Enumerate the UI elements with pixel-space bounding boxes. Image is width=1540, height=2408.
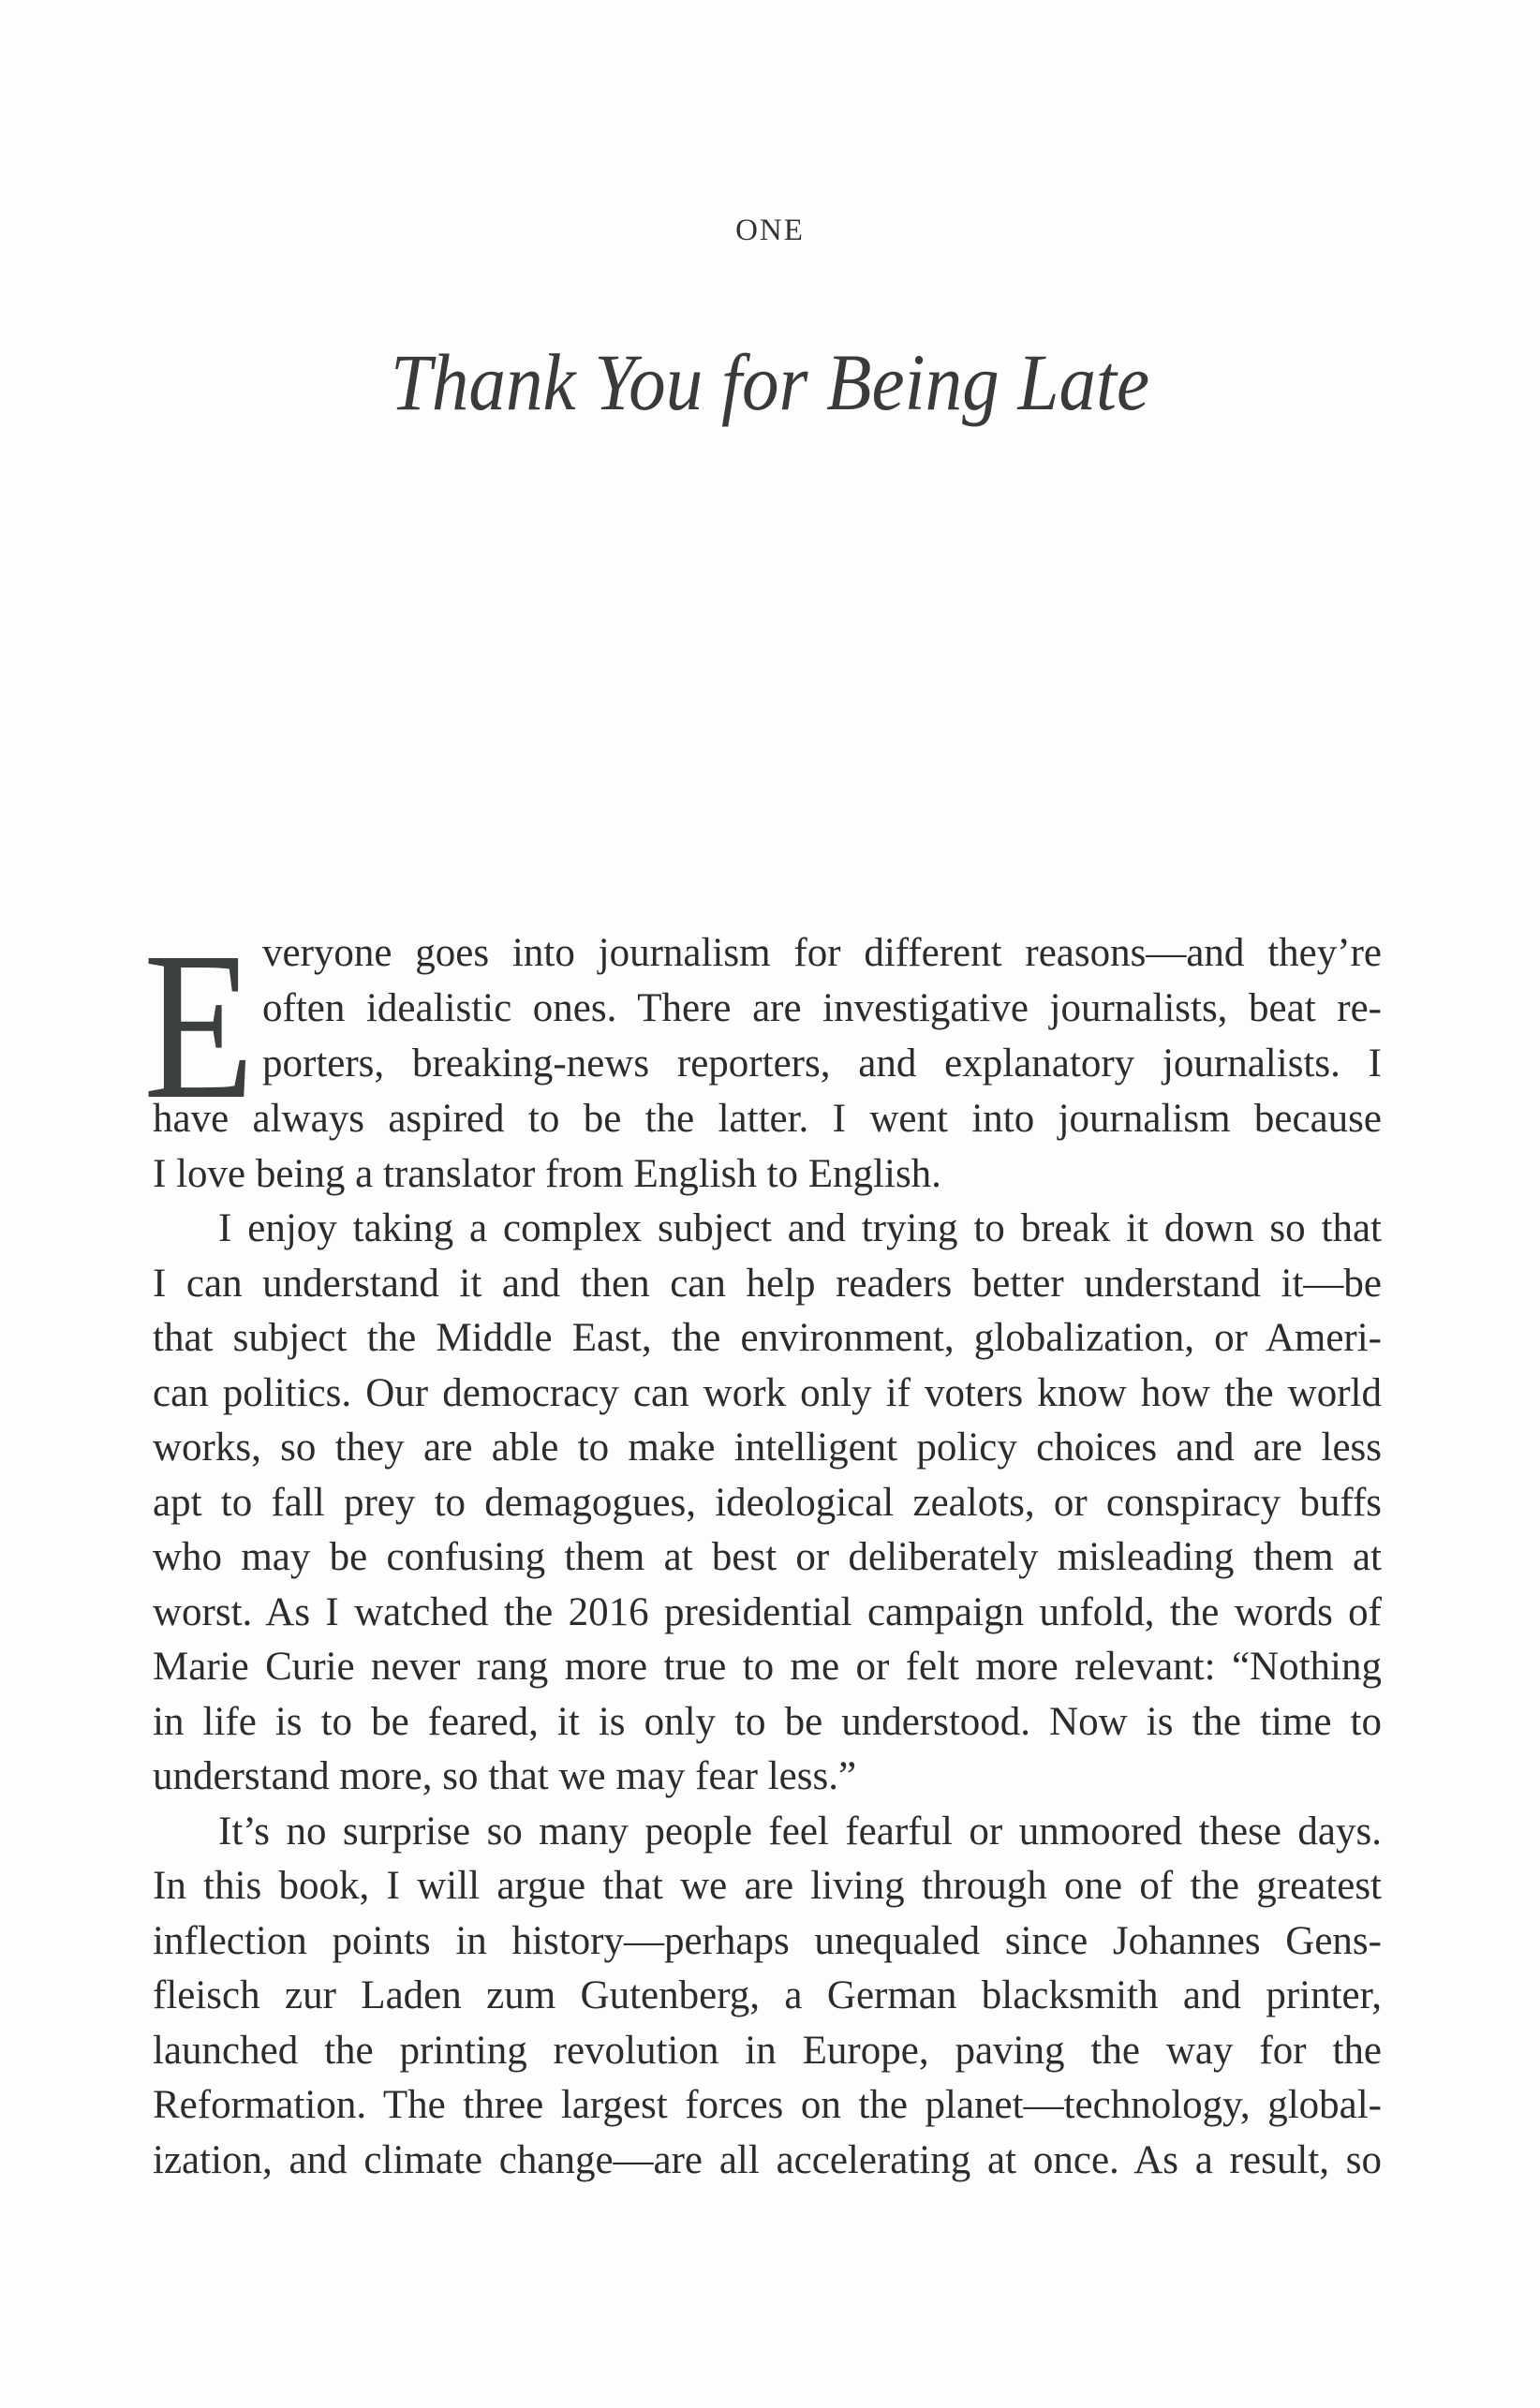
paragraph-2-line-1: I enjoy taking a complex subject and trying to break it down so that [218, 1206, 1382, 1250]
paragraph-2-line-11: understand more, so that we may fear less.” [153, 1754, 857, 1798]
paragraph-3-line-2: In this book, I will argue that we are living through one of the greatest [153, 1864, 1382, 1908]
paragraph-2-line-2: I can understand it and then can help readers better understand it—be [153, 1262, 1382, 1306]
paragraph-3-line-3: inflection points in history—perhaps unequaled since Johannes Gens- [153, 1919, 1382, 1963]
paragraph-1-line-3: porters, breaking-news reporters, and explanatory journalists. I [262, 1041, 1382, 1086]
paragraph-2-line-6: apt to fall prey to demagogues, ideological zealots, or conspiracy buffs [153, 1481, 1382, 1525]
paragraph-1-line-5: I love being a translator from English to English. [153, 1152, 941, 1196]
paragraph-3-line-6: Reformation. The three largest forces on the planet—technology, global- [153, 2083, 1382, 2127]
paragraph-2-line-4: can politics. Our democracy can work only if voters know how the world [153, 1371, 1382, 1415]
paragraph-3-line-7: ization, and climate change—are all accelerating at once. As a result, so [153, 2138, 1382, 2182]
chapter-title: Thank You for Being Late [390, 337, 1150, 427]
paragraph-2-line-8: worst. As I watched the 2016 presidential campaign unfold, the words of [153, 1590, 1382, 1634]
paragraph-2-line-9: Marie Curie never rang more true to me or felt more relevant: “Nothing [153, 1645, 1382, 1689]
paragraph-2-line-3: that subject the Middle East, the environment, globalization, or Ameri- [153, 1316, 1382, 1360]
paragraph-2-line-10: in life is to be feared, it is only to be understood. Now is the time to [153, 1700, 1382, 1744]
paragraph-1-line-4: have always aspired to be the latter. I went into journalism because [153, 1097, 1382, 1141]
paragraph-1-line-1: veryone goes into journalism for different reasons—and they’re [262, 931, 1382, 975]
paragraph-2-line-5: works, so they are able to make intelligent policy choices and are less [153, 1426, 1382, 1470]
paragraph-1-line-2: often idealistic ones. There are investigative journalists, beat re- [262, 986, 1382, 1030]
paragraph-2-line-7: who may be confusing them at best or deliberately misleading them at [153, 1535, 1382, 1579]
drop-cap: E [143, 909, 255, 1143]
chapter-number: ONE [735, 214, 805, 247]
paragraph-3-line-4: fleisch zur Laden zum Gutenberg, a German blacksmith and printer, [153, 1973, 1382, 2017]
paragraph-3-line-5: launched the printing revolution in Europe, paving the way for the [153, 2029, 1382, 2073]
paragraph-3-line-1: It’s no surprise so many people feel fearful or unmoored these days. [218, 1810, 1382, 1854]
